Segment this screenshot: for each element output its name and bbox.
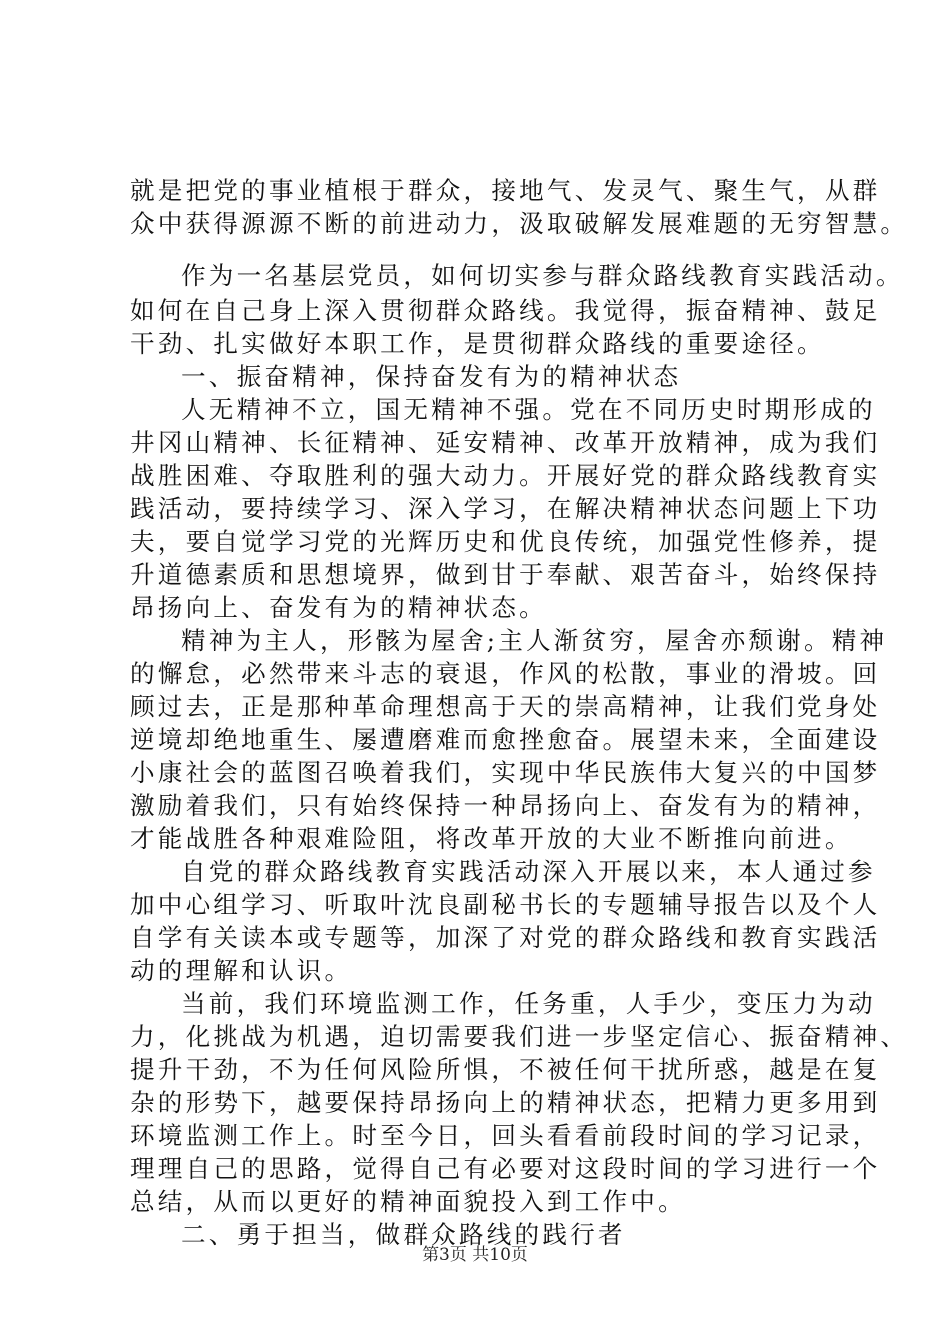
text-line: 人无精神不立，国无精神不强。党在不同历史时期形成的 — [181, 395, 876, 424]
text-line: 动的理解和认识。 — [130, 956, 353, 985]
text-line: 环境监测工作上。时至今日，回头看看前段时间的学习记录， — [130, 1121, 881, 1150]
text-line: 就是把党的事业植根于群众，接地气、发灵气、聚生气，从群 — [130, 176, 881, 205]
text-line: 自党的群众路线教育实践活动深入开展以来，本人通过参 — [181, 857, 876, 886]
text-line: 杂的形势下，越要保持昂扬向上的精神状态，把精力更多用到 — [130, 1088, 881, 1117]
text-line: 井冈山精神、长征精神、延安精神、改革开放精神，成为我们 — [130, 428, 881, 457]
text-line: 践活动，要持续学习、深入学习，在解决精神状态问题上下功 — [130, 494, 881, 523]
text-line: 精神为主人，形骸为屋舍;主人渐贫穷，屋舍亦颓谢。精神 — [181, 626, 888, 655]
text-line: 逆境却绝地重生、屡遭磨难而愈挫愈奋。展望未来，全面建设 — [130, 725, 881, 754]
text-line: 小康社会的蓝图召唤着我们，实现中华民族伟大复兴的中国梦 — [130, 758, 881, 787]
text-line: 加中心组学习、听取叶沈良副秘书长的专题辅导报告以及个人 — [130, 890, 881, 919]
text-line: 如何在自己身上深入贯彻群众路线。我觉得，振奋精神、鼓足 — [130, 296, 881, 325]
text-line: 干劲、扎实做好本职工作，是贯彻群众路线的重要途径。 — [130, 329, 825, 358]
text-line: 作为一名基层党员，如何切实参与群众路线教育实践活动。 — [181, 261, 904, 290]
page-number-footer: 第3页 共10页 — [422, 1245, 528, 1265]
section-heading: 二、勇于担当，做群众路线的践行者 — [181, 1220, 626, 1249]
text-line: 升道德素质和思想境界，做到甘于奉献、艰苦奋斗，始终保持 — [130, 560, 881, 589]
text-line: 顾过去，正是那种革命理想高于天的崇高精神，让我们党身处 — [130, 692, 881, 721]
text-line: 夫，要自觉学习党的光辉历史和优良传统，加强党性修养，提 — [130, 527, 881, 556]
text-line: 当前，我们环境监测工作，任务重，人手少，变压力为动 — [181, 989, 876, 1018]
text-line: 才能战胜各种艰难险阻，将改革开放的大业不断推向前进。 — [130, 824, 853, 853]
text-line: 总结，从而以更好的精神面貌投入到工作中。 — [130, 1187, 686, 1216]
text-line: 理理自己的思路，觉得自己有必要对这段时间的学习进行一个 — [130, 1154, 881, 1183]
text-line: 战胜困难、夺取胜利的强大动力。开展好党的群众路线教育实 — [130, 461, 881, 490]
text-line: 昂扬向上、奋发有为的精神状态。 — [130, 593, 547, 622]
text-line: 提升干劲，不为任何风险所惧，不被任何干扰所惑，越是在复 — [130, 1055, 881, 1084]
text-line: 激励着我们，只有始终保持一种昂扬向上、奋发有为的精神， — [130, 791, 881, 820]
text-line: 众中获得源源不断的前进动力，汲取破解发展难题的无穷智慧。 — [130, 209, 909, 238]
section-heading: 一、振奋精神，保持奋发有为的精神状态 — [181, 362, 682, 391]
text-line: 自学有关读本或专题等，加深了对党的群众路线和教育实践活 — [130, 923, 881, 952]
text-line: 的懈怠，必然带来斗志的衰退，作风的松散，事业的滑坡。回 — [130, 659, 881, 688]
text-line: 力，化挑战为机遇，迫切需要我们进一步坚定信心、振奋精神、 — [130, 1022, 909, 1051]
